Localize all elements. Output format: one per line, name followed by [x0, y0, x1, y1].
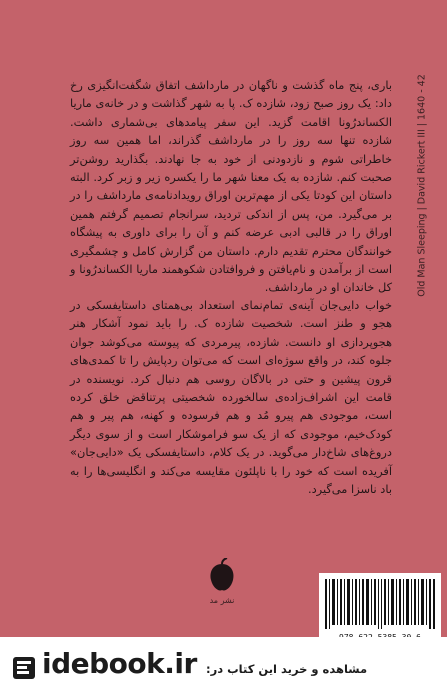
blurb-paragraph-2: خواب دایی‌جان آینه‌ی تمام‌نمای استعداد بی‌همتای داستایفسکی در هجو و طنز است. شخصیت شازده ک. را باید نمود آشکار هنر هجوپردازی او دانست. شازده، پیرمردی که پیوسته می‌کوشد جوان جلوه کند، در واقع سوژه‌ای است که می‌توان ردپایش را تا کمدی‌های قرون پیشین و حتی در بالاگان روسی هم دنبال کرد. نویسنده در قامت این اشراف‌زاده‌ی سالخورده شخصیتی پرتناقض خلق کرده است، موجودی هم پیرو مُد و هم فرسوده و کهنه، هم پیر و هم کودک‌خیم، موجودی که از یک سو فراموشکار است و از سوی دیگر دروغ‌های شاخ‌دار می‌گوید. در یک کلام، داستایفسکی یک «دایی‌جان» آفریده است که خود را با ناپلئون مقایسه می‌کند و انگلیسی‌ها را به باد ناسزا می‌گیرد.	[70, 298, 392, 497]
site-name[interactable]: idebook.ir	[42, 647, 197, 680]
spine-label	[405, 60, 435, 320]
watermark-banner[interactable]	[0, 637, 447, 700]
spine-text: Old Man Sleeping | David Rickert III | 1640 - 42	[416, 74, 428, 297]
site-caption: مشاهده و خرید این کتاب در:	[206, 662, 368, 676]
publisher-name: نشر مد	[209, 596, 235, 605]
book-icon	[10, 653, 40, 683]
blurb-paragraph-1: باری، پنج ماه گذشت و ناگهان در مارداشف اتفاق شگفت‌انگیزی رخ داد: یک روز صبح زود، شازده ک. پا به شهر گذاشت و در خانه‌ی ماریا الکساندرُونا اقامت گزید. این سفر پیامدهای بی‌شماری داشت. شازده تنها سه روز را در مارداشف گذراند، اما همین سه روز خاطراتی شوم و نازدودنی از خود به جا نهادند. بگذارید روشن‌تر صحبت کنم. شازده به یک معنا شهر ما را یکسره زیر و زبر کرد. البته داستان این کودتا یکی از مهم‌ترین اوراق رویدادنامه‌ی مارداشف را در بر می‌گیرد. من، پس از اندکی تردید، سرانجام تصمیم گرفتم همین اوراق را در قالبی ادبی عرضه کنم و آن را برای داوری به پیشگاه خوانندگان محترم تقدیم دارم. داستان من گزارش کامل و چشمگیری است از برآمدن و نام‌یافتن و فروافتادن شکوهمند ماریا الکساندرُونا و کل خاندان او در مارداشف.	[70, 78, 392, 295]
publisher-logo-icon	[207, 558, 237, 594]
barcode-graphic	[325, 579, 435, 629]
